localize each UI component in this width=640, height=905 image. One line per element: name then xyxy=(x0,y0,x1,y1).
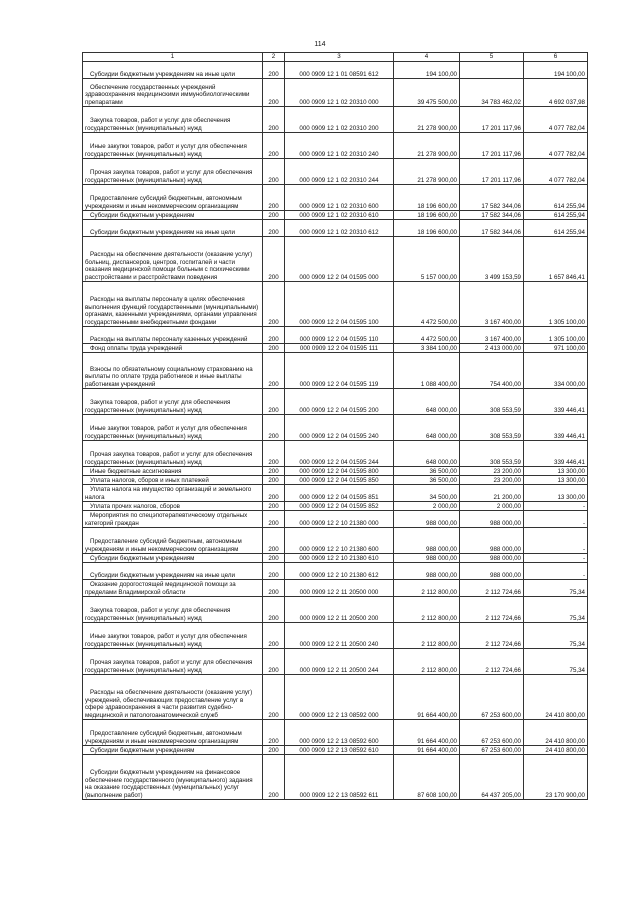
row-kbk-cell: 000 0909 12 2 04 01595 800 xyxy=(285,467,394,476)
row-name-cell: Уплата налога на имущество организаций и земельного налога xyxy=(83,485,263,502)
row-kvr-cell: 200 xyxy=(263,755,285,800)
row-executed-amount-cell: 988 000,00 xyxy=(460,554,524,563)
row-executed-amount-cell: 308 553,59 xyxy=(460,441,524,467)
table-row xyxy=(83,746,588,755)
row-kbk-cell: 000 0909 12 2 13 08592 611 xyxy=(285,755,394,800)
row-executed-amount-cell: 988 000,00 xyxy=(460,563,524,580)
row-unexecuted-amount-cell: 75,34 xyxy=(524,623,588,649)
table-row xyxy=(83,476,588,485)
row-approved-amount-cell: 18 196 600,00 xyxy=(394,220,460,237)
row-kbk-cell: 000 0909 12 2 13 08592 600 xyxy=(285,720,394,746)
row-kvr-cell: 200 xyxy=(263,528,285,554)
row-kbk-cell: 000 0909 12 1 02 20310 000 xyxy=(285,79,394,107)
table-row xyxy=(83,133,588,159)
row-kbk-cell: 000 0909 12 2 04 01595 240 xyxy=(285,415,394,441)
row-approved-amount-cell: 2 112 800,00 xyxy=(394,597,460,623)
row-kvr-cell: 200 xyxy=(263,133,285,159)
row-kvr-cell: 200 xyxy=(263,353,285,389)
row-kvr-cell: 200 xyxy=(263,79,285,107)
row-kvr-cell: 200 xyxy=(263,282,285,327)
row-kbk-cell: 000 0909 12 2 04 01595 000 xyxy=(285,237,394,282)
row-approved-amount-cell: 34 500,00 xyxy=(394,485,460,502)
row-unexecuted-amount-cell: 4 077 782,04 xyxy=(524,159,588,185)
row-executed-amount-cell: 988 000,00 xyxy=(460,511,524,528)
row-kbk-cell: 000 0909 12 2 04 01595 119 xyxy=(285,353,394,389)
table-row xyxy=(83,441,588,467)
row-name-cell: Предоставление субсидий бюджетным, автономным учреждениям и иным некоммерческим организациям xyxy=(83,720,263,746)
row-kvr-cell: 200 xyxy=(263,485,285,502)
row-approved-amount-cell: 2 112 800,00 xyxy=(394,649,460,675)
row-executed-amount-cell: 3 167 400,00 xyxy=(460,282,524,327)
row-executed-amount-cell: 2 000,00 xyxy=(460,502,524,511)
row-name-cell: Оказание дорогостоящей медицинской помощи за пределами Владимирской области xyxy=(83,580,263,597)
row-executed-amount-cell: 308 553,59 xyxy=(460,389,524,415)
row-name-cell: Субсидии бюджетным учреждениям xyxy=(83,554,263,563)
row-approved-amount-cell: 91 664 400,00 xyxy=(394,720,460,746)
row-unexecuted-amount-cell: 339 446,41 xyxy=(524,415,588,441)
row-unexecuted-amount-cell: 614 255,94 xyxy=(524,185,588,211)
row-unexecuted-amount-cell: - xyxy=(524,563,588,580)
row-name-cell: Закупка товаров, работ и услуг для обеспечения государственных (муниципальных) нужд xyxy=(83,389,263,415)
column-number-row xyxy=(83,53,588,62)
row-kbk-cell: 000 0909 12 2 11 20500 240 xyxy=(285,623,394,649)
row-approved-amount-cell: 194 100,00 xyxy=(394,62,460,79)
row-name-cell: Взносы по обязательному социальному страхованию на выплаты по оплате труда работников и иные выплаты работникам учреждений xyxy=(83,353,263,389)
row-unexecuted-amount-cell: 334 000,00 xyxy=(524,353,588,389)
row-kbk-cell: 000 0909 12 1 02 20310 200 xyxy=(285,107,394,133)
row-executed-amount-cell: 2 112 724,66 xyxy=(460,580,524,597)
row-name-cell: Субсидии бюджетным учреждениям на иные цели xyxy=(83,220,263,237)
column-header: 6 xyxy=(524,53,588,62)
row-approved-amount-cell: 4 472 500,00 xyxy=(394,327,460,344)
table-row xyxy=(83,485,588,502)
row-name-cell: Закупка товаров, работ и услуг для обеспечения государственных (муниципальных) нужд xyxy=(83,597,263,623)
row-approved-amount-cell: 87 608 100,00 xyxy=(394,755,460,800)
row-name-cell: Прочая закупка товаров, работ и услуг для обеспечения государственных (муниципальных) нужд xyxy=(83,441,263,467)
row-unexecuted-amount-cell: 339 446,41 xyxy=(524,389,588,415)
row-approved-amount-cell: 36 500,00 xyxy=(394,476,460,485)
table-row xyxy=(83,220,588,237)
row-executed-amount-cell: 3 167 400,00 xyxy=(460,327,524,344)
row-approved-amount-cell: 21 278 900,00 xyxy=(394,159,460,185)
row-executed-amount-cell: 2 112 724,66 xyxy=(460,597,524,623)
row-kvr-cell: 200 xyxy=(263,476,285,485)
table-row xyxy=(83,563,588,580)
row-kbk-cell: 000 0909 12 2 13 08592 000 xyxy=(285,675,394,720)
row-kvr-cell: 200 xyxy=(263,720,285,746)
table-row xyxy=(83,282,588,327)
row-kvr-cell: 200 xyxy=(263,415,285,441)
row-kvr-cell: 200 xyxy=(263,563,285,580)
table-row xyxy=(83,554,588,563)
column-header: 5 xyxy=(460,53,524,62)
row-unexecuted-amount-cell: 614 255,94 xyxy=(524,211,588,220)
row-approved-amount-cell: 3 384 100,00 xyxy=(394,344,460,353)
row-executed-amount-cell: 988 000,00 xyxy=(460,528,524,554)
row-approved-amount-cell: 18 196 600,00 xyxy=(394,185,460,211)
row-executed-amount-cell: 17 201 117,96 xyxy=(460,133,524,159)
row-approved-amount-cell: 988 000,00 xyxy=(394,554,460,563)
row-kvr-cell: 200 xyxy=(263,389,285,415)
table-row xyxy=(83,159,588,185)
row-unexecuted-amount-cell: 24 410 800,00 xyxy=(524,720,588,746)
column-header: 4 xyxy=(394,53,460,62)
row-approved-amount-cell: 4 472 500,00 xyxy=(394,282,460,327)
row-kbk-cell: 000 0909 12 2 04 01595 244 xyxy=(285,441,394,467)
row-kbk-cell: 000 0909 12 2 13 08592 610 xyxy=(285,746,394,755)
row-executed-amount-cell: 34 783 462,02 xyxy=(460,79,524,107)
row-name-cell: Субсидии бюджетным учреждениям на иные цели xyxy=(83,62,263,79)
row-kbk-cell: 000 0909 12 2 04 01595 110 xyxy=(285,327,394,344)
row-kbk-cell: 000 0909 12 2 10 21380 610 xyxy=(285,554,394,563)
row-kbk-cell: 000 0909 12 2 04 01595 111 xyxy=(285,344,394,353)
row-unexecuted-amount-cell: 4 077 782,04 xyxy=(524,133,588,159)
row-approved-amount-cell: 648 000,00 xyxy=(394,389,460,415)
row-kbk-cell: 000 0909 12 2 10 21380 600 xyxy=(285,528,394,554)
row-unexecuted-amount-cell: 339 446,41 xyxy=(524,441,588,467)
row-unexecuted-amount-cell: 1 305 100,00 xyxy=(524,327,588,344)
row-kbk-cell: 000 0909 12 2 10 21380 612 xyxy=(285,563,394,580)
row-name-cell: Расходы на выплаты персоналу казенных учреждений xyxy=(83,327,263,344)
row-unexecuted-amount-cell: 24 410 800,00 xyxy=(524,746,588,755)
row-kbk-cell: 000 0909 12 2 10 21380 000 xyxy=(285,511,394,528)
row-kvr-cell: 200 xyxy=(263,554,285,563)
row-name-cell: Субсидии бюджетным учреждениям xyxy=(83,211,263,220)
row-approved-amount-cell: 2 112 800,00 xyxy=(394,580,460,597)
row-approved-amount-cell: 648 000,00 xyxy=(394,441,460,467)
table-row xyxy=(83,62,588,79)
row-name-cell: Расходы на выплаты персоналу в целях обеспечения выполнения функций государственными (муниципальными) органами, казенными учреждениями, органами управления государственными внебюджетными фондами xyxy=(83,282,263,327)
row-unexecuted-amount-cell: - xyxy=(524,528,588,554)
row-kvr-cell: 200 xyxy=(263,649,285,675)
table-row xyxy=(83,237,588,282)
table-row xyxy=(83,211,588,220)
row-executed-amount-cell: 754 400,00 xyxy=(460,353,524,389)
column-header: 3 xyxy=(285,53,394,62)
row-name-cell: Мероприятия по спецэпотерапевтическому отдельных категорий граждан xyxy=(83,511,263,528)
row-kbk-cell: 000 0909 12 1 02 20310 600 xyxy=(285,185,394,211)
row-approved-amount-cell: 21 278 900,00 xyxy=(394,107,460,133)
row-unexecuted-amount-cell: - xyxy=(524,502,588,511)
table-row xyxy=(83,755,588,800)
row-unexecuted-amount-cell: 1 305 100,00 xyxy=(524,282,588,327)
row-kbk-cell: 000 0909 12 2 11 20500 200 xyxy=(285,597,394,623)
row-name-cell: Иные закупки товаров, работ и услуг для обеспечения государственных (муниципальных) нужд xyxy=(83,415,263,441)
table-row xyxy=(83,502,588,511)
row-kvr-cell: 200 xyxy=(263,580,285,597)
table-row xyxy=(83,528,588,554)
row-kbk-cell: 000 0909 12 1 02 20310 244 xyxy=(285,159,394,185)
row-approved-amount-cell: 988 000,00 xyxy=(394,563,460,580)
table-row xyxy=(83,649,588,675)
row-kvr-cell: 200 xyxy=(263,746,285,755)
row-executed-amount-cell xyxy=(460,62,524,79)
table-row xyxy=(83,389,588,415)
row-executed-amount-cell: 17 582 344,06 xyxy=(460,185,524,211)
row-kbk-cell: 000 0909 12 2 04 01595 852 xyxy=(285,502,394,511)
table-row xyxy=(83,467,588,476)
row-approved-amount-cell: 18 196 600,00 xyxy=(394,211,460,220)
row-executed-amount-cell: 17 582 344,06 xyxy=(460,220,524,237)
row-unexecuted-amount-cell: 971 100,00 xyxy=(524,344,588,353)
row-unexecuted-amount-cell: 75,34 xyxy=(524,649,588,675)
row-name-cell: Прочая закупка товаров, работ и услуг для обеспечения государственных (муниципальных) нужд xyxy=(83,649,263,675)
row-executed-amount-cell: 2 413 000,00 xyxy=(460,344,524,353)
row-executed-amount-cell: 23 200,00 xyxy=(460,467,524,476)
row-name-cell: Предоставление субсидий бюджетным, автономным учреждениям и иным некоммерческим организациям xyxy=(83,185,263,211)
row-executed-amount-cell: 308 553,59 xyxy=(460,415,524,441)
row-kvr-cell: 200 xyxy=(263,597,285,623)
page-number: 114 xyxy=(314,41,326,48)
row-kvr-cell: 200 xyxy=(263,344,285,353)
table-row xyxy=(83,107,588,133)
row-name-cell: Уплата прочих налогов, сборов xyxy=(83,502,263,511)
row-kvr-cell: 200 xyxy=(263,502,285,511)
row-kvr-cell: 200 xyxy=(263,62,285,79)
row-approved-amount-cell: 91 664 400,00 xyxy=(394,746,460,755)
row-name-cell: Уплата налогов, сборов и иных платежей xyxy=(83,476,263,485)
row-approved-amount-cell: 1 088 400,00 xyxy=(394,353,460,389)
row-kvr-cell: 200 xyxy=(263,107,285,133)
row-name-cell: Обеспечение государственных учреждений здравоохранения медицинскими иммунобиологическими препаратами xyxy=(83,79,263,107)
row-executed-amount-cell: 64 437 205,00 xyxy=(460,755,524,800)
row-name-cell: Расходы на обеспечение деятельности (оказание услуг) больниц, диспансеров, центров, госпиталей и части оказания медицинской помощи больным с психическими расстройствами и расстройствами поведения xyxy=(83,237,263,282)
row-kbk-cell: 000 0909 12 2 04 01595 851 xyxy=(285,485,394,502)
row-kvr-cell: 200 xyxy=(263,467,285,476)
row-kbk-cell: 000 0909 12 1 02 20310 240 xyxy=(285,133,394,159)
row-executed-amount-cell: 21 200,00 xyxy=(460,485,524,502)
row-kbk-cell: 000 0909 12 2 04 01595 100 xyxy=(285,282,394,327)
column-header: 2 xyxy=(263,53,285,62)
table-row xyxy=(83,623,588,649)
row-unexecuted-amount-cell: 13 300,00 xyxy=(524,485,588,502)
row-executed-amount-cell: 17 201 117,96 xyxy=(460,107,524,133)
row-executed-amount-cell: 2 112 724,66 xyxy=(460,649,524,675)
table-row xyxy=(83,344,588,353)
row-unexecuted-amount-cell: 13 300,00 xyxy=(524,476,588,485)
row-executed-amount-cell: 67 253 600,00 xyxy=(460,746,524,755)
row-executed-amount-cell: 17 582 344,06 xyxy=(460,211,524,220)
row-name-cell: Расходы на обеспечение деятельности (оказание услуг) учреждений, обеспечивающих предоставление услуг в сфере здравоохранения в части развития судебно-медицинской и патологоанатомической служб xyxy=(83,675,263,720)
row-kvr-cell: 200 xyxy=(263,511,285,528)
row-kbk-cell: 000 0909 12 1 01 08591 612 xyxy=(285,62,394,79)
row-name-cell: Субсидии бюджетным учреждениям xyxy=(83,746,263,755)
row-executed-amount-cell: 2 112 724,66 xyxy=(460,623,524,649)
row-kbk-cell: 000 0909 12 2 04 01595 200 xyxy=(285,389,394,415)
table-row xyxy=(83,185,588,211)
row-kvr-cell: 200 xyxy=(263,441,285,467)
row-kbk-cell: 000 0909 12 2 11 20500 000 xyxy=(285,580,394,597)
row-unexecuted-amount-cell: 4 692 037,98 xyxy=(524,79,588,107)
row-name-cell: Предоставление субсидий бюджетным, автономным учреждениям и иным некоммерческим организациям xyxy=(83,528,263,554)
row-kbk-cell: 000 0909 12 2 11 20500 244 xyxy=(285,649,394,675)
table-row xyxy=(83,675,588,720)
budget-execution-table xyxy=(82,52,588,800)
table-row xyxy=(83,415,588,441)
row-executed-amount-cell: 67 253 600,00 xyxy=(460,675,524,720)
row-approved-amount-cell: 988 000,00 xyxy=(394,528,460,554)
row-unexecuted-amount-cell: 1 657 846,41 xyxy=(524,237,588,282)
table-row xyxy=(83,720,588,746)
table-row xyxy=(83,597,588,623)
row-kvr-cell: 200 xyxy=(263,185,285,211)
row-executed-amount-cell: 3 499 153,59 xyxy=(460,237,524,282)
row-name-cell: Иные закупки товаров, работ и услуг для обеспечения государственных (муниципальных) нужд xyxy=(83,623,263,649)
row-executed-amount-cell: 23 200,00 xyxy=(460,476,524,485)
row-kvr-cell: 200 xyxy=(263,327,285,344)
row-unexecuted-amount-cell: - xyxy=(524,554,588,563)
row-approved-amount-cell: 2 112 800,00 xyxy=(394,623,460,649)
row-executed-amount-cell: 17 201 117,96 xyxy=(460,159,524,185)
row-kvr-cell: 200 xyxy=(263,675,285,720)
row-kvr-cell: 200 xyxy=(263,159,285,185)
table-row xyxy=(83,580,588,597)
row-unexecuted-amount-cell: - xyxy=(524,511,588,528)
column-header: 1 xyxy=(83,53,263,62)
row-unexecuted-amount-cell: 75,34 xyxy=(524,597,588,623)
row-unexecuted-amount-cell: 614 255,94 xyxy=(524,220,588,237)
row-kvr-cell: 200 xyxy=(263,237,285,282)
row-approved-amount-cell: 39 475 500,00 xyxy=(394,79,460,107)
row-name-cell: Субсидии бюджетным учреждениям на иные цели xyxy=(83,563,263,580)
row-unexecuted-amount-cell: 23 170 900,00 xyxy=(524,755,588,800)
row-name-cell: Закупка товаров, работ и услуг для обеспечения государственных (муниципальных) нужд xyxy=(83,107,263,133)
row-kbk-cell: 000 0909 12 1 02 20310 610 xyxy=(285,211,394,220)
row-kbk-cell: 000 0909 12 2 04 01595 850 xyxy=(285,476,394,485)
row-unexecuted-amount-cell: 75,34 xyxy=(524,580,588,597)
row-unexecuted-amount-cell: 4 077 782,04 xyxy=(524,107,588,133)
table-body xyxy=(83,62,588,800)
row-executed-amount-cell: 67 253 600,00 xyxy=(460,720,524,746)
row-kvr-cell: 200 xyxy=(263,211,285,220)
row-name-cell: Прочая закупка товаров, работ и услуг для обеспечения государственных (муниципальных) нужд xyxy=(83,159,263,185)
row-approved-amount-cell: 21 278 900,00 xyxy=(394,133,460,159)
row-name-cell: Фонд оплаты труда учреждений xyxy=(83,344,263,353)
table-row xyxy=(83,353,588,389)
row-approved-amount-cell: 36 500,00 xyxy=(394,467,460,476)
row-name-cell: Иные бюджетные ассигнования xyxy=(83,467,263,476)
table-row xyxy=(83,327,588,344)
row-name-cell: Иные закупки товаров, работ и услуг для обеспечения государственных (муниципальных) нужд xyxy=(83,133,263,159)
row-approved-amount-cell: 91 664 400,00 xyxy=(394,675,460,720)
row-name-cell: Субсидии бюджетным учреждениям на финансовое обеспечение государственного (муниципального) задания на оказание государственных (муниципальных) услуг (выполнение работ) xyxy=(83,755,263,800)
table-row xyxy=(83,511,588,528)
row-kvr-cell: 200 xyxy=(263,220,285,237)
row-approved-amount-cell: 5 157 000,00 xyxy=(394,237,460,282)
table-row xyxy=(83,79,588,107)
row-kbk-cell: 000 0909 12 1 02 20310 612 xyxy=(285,220,394,237)
row-approved-amount-cell: 988 000,00 xyxy=(394,511,460,528)
row-approved-amount-cell: 2 000,00 xyxy=(394,502,460,511)
row-kvr-cell: 200 xyxy=(263,623,285,649)
row-approved-amount-cell: 648 000,00 xyxy=(394,415,460,441)
row-unexecuted-amount-cell: 24 410 800,00 xyxy=(524,675,588,720)
row-unexecuted-amount-cell: 13 300,00 xyxy=(524,467,588,476)
row-unexecuted-amount-cell: 194 100,00 xyxy=(524,62,588,79)
